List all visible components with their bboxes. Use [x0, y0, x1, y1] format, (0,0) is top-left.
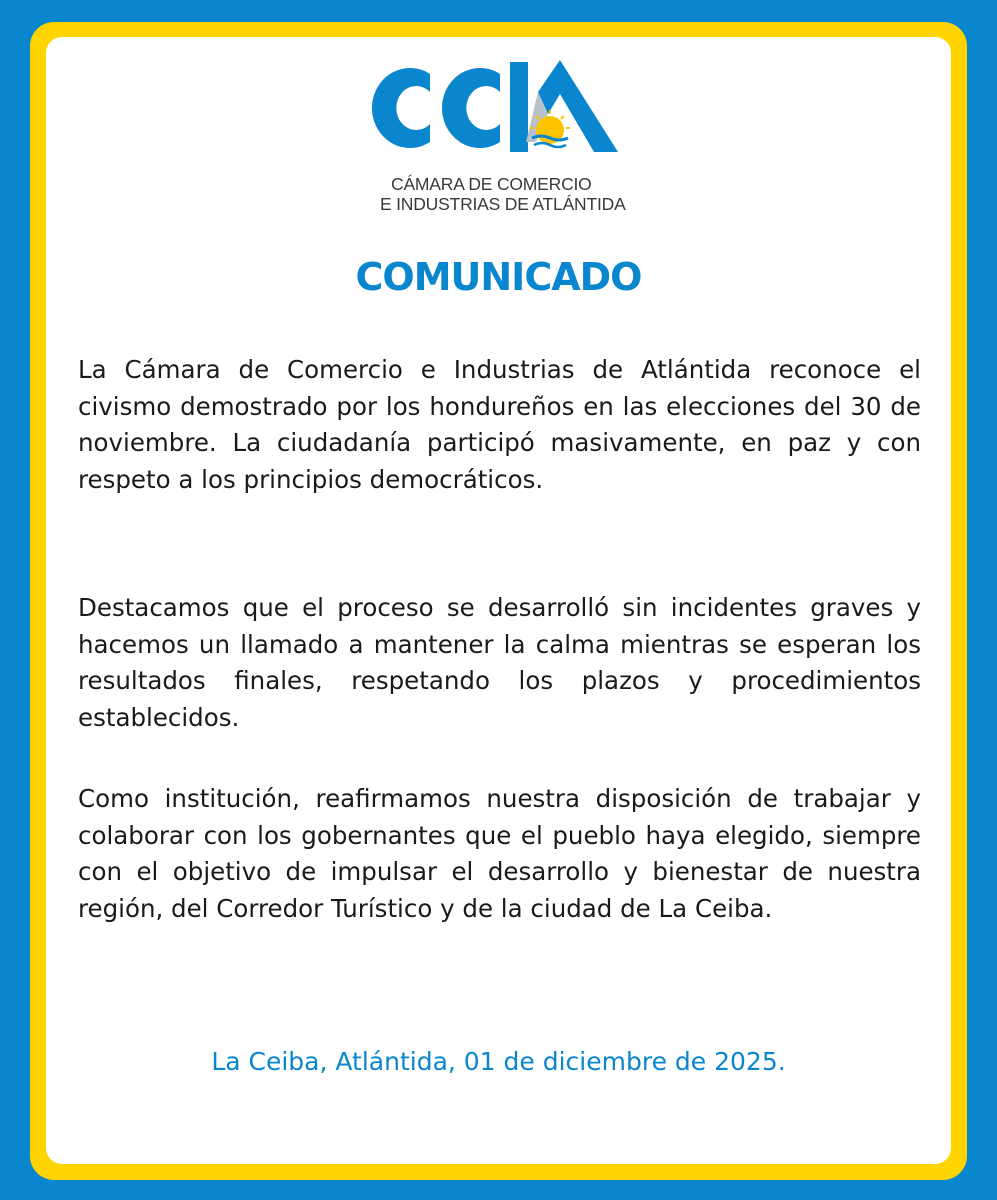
logo-name-line1: CÁMARA DE COMERCIO — [391, 174, 592, 194]
paragraph-3: Como institución, reafirmamos nuestra disposición de trabajar y colaborar con los gobernantes que el pueblo haya elegido, siempre con el objetivo de impulsar el desarrollo y bienestar de nuestra región, del Corredor Turístico y de la ciudad de La Ceiba. — [78, 784, 921, 923]
page-title: COMUNICADO — [355, 255, 642, 299]
paragraph-1: La Cámara de Comercio e Industrias de Atlántida reconoce el civismo demostrado por los hondureños en las elecciones del 30 de noviembre. La ciudadanía participó masivamente, en paz y con respeto a los principios democráticos. — [78, 355, 921, 494]
logo-name-line2: E INDUSTRIAS DE ATLÁNTIDA — [380, 194, 626, 214]
ccia-logo-mark — [360, 52, 640, 172]
paragraph-2: Destacamos que el proceso se desarrolló sin incidentes graves y hacemos un llamado a mantener la calma mientras se esperan los resultados finales, respetando los plazos y procedimientos establecidos. — [78, 593, 921, 732]
closing-location-date: La Ceiba, Atlántida, 01 de diciembre de 2025. — [211, 1047, 786, 1076]
ccia-logo — [360, 52, 640, 222]
